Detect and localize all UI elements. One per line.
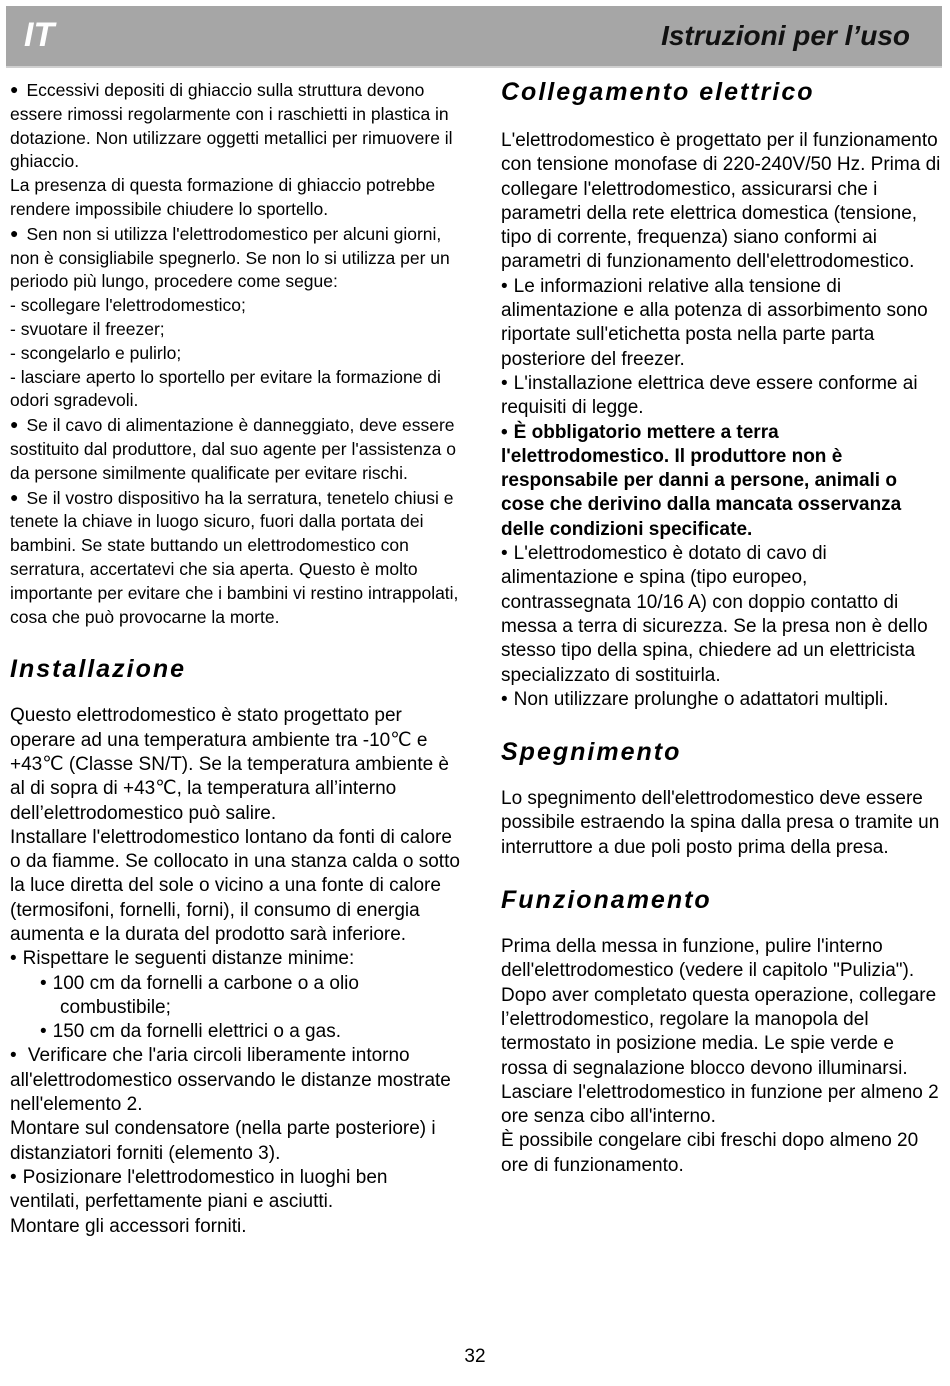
- spegnimento-heading: Spegnimento: [501, 738, 682, 767]
- distances-bullet: • Rispettare le seguenti distanze minime:: [10, 947, 460, 971]
- language-code: IT: [24, 16, 55, 54]
- left-column: [10, 78, 460, 1239]
- no-extension-bullet: • Non utilizzare prolunghe o adattatori multipli.: [501, 688, 941, 712]
- installazione-heat-sources-paragraph: Installare l'elettrodomestico lontano da fonti di calore o da fiamme. Se collocato in una stanza calda o sotto la luce diretta del sole o vicino a una fonte di calore (termosifoni, fornelli, forni), il consumo di energia aumenta e la durata del prodotto sarà inferiore.: [10, 826, 460, 945]
- placement-bullet: • Posizionare l'elettrodomestico in luoghi ben ventilati, perfettamente piani e asciutti.: [10, 1166, 460, 1215]
- voltage-paragraph: L'elettrodomestico è progettato per il funzionamento con tensione monofase di 220-240V/50 Hz. Prima di collegare l'elettrodomestico, assicurarsi che i parametri della rete elettrica domestica (tensione, tipo di corrente, frequenza) siano conformi ai parametri di funzionamento dell'elettrodomestico.: [501, 130, 941, 273]
- distance-item: • 100 cm da fornelli a carbone o a olio combustibile;: [10, 972, 460, 1021]
- collegamento-heading: Collegamento elettrico: [501, 78, 815, 106]
- non-use-step: - scollegare l'elettrodomestico;: [10, 295, 246, 316]
- non-use-step: - svuotare il freezer;: [10, 318, 165, 339]
- right-column: [501, 78, 941, 1178]
- rating-label-bullet: • Le informazioni relative alla tensione di alimentazione e alla potenza di assorbimento sono riportate sull'etichetta posta nella parte parta posteriore del freezer.: [501, 275, 941, 372]
- installazione-heading: Installazione: [10, 655, 187, 684]
- non-use-step: - lasciare aperto lo sportello per evitare la formazione di odori sgradevoli.: [10, 366, 441, 411]
- page-header: [6, 6, 942, 68]
- air-circulation-bullet: • Verificare che l'aria circoli liberamente intorno all'elettrodomestico osservando le distanze mostrate nell'elemento 2.: [10, 1044, 460, 1117]
- installazione-temperature-paragraph: Questo elettrodomestico è stato progettato per operare ad una temperatura ambiente tra -10℃ e +43℃ (Classe SN/T). Se la temperatura ambiente è al di sopra di +43℃, la temperatura all’interno dell’elettrodomestico può salire.: [10, 705, 450, 824]
- ice-removal-paragraph: ● Eccessivi depositi di ghiaccio sulla struttura devono essere rimossi regolarmente con i raschietti in plastica in dotazione. Non utilizzare oggetti metallici per rimuovere il ghiaccio.: [10, 78, 460, 174]
- lock-warning-paragraph: ● Se il vostro dispositivo ha la serratura, tenetelo chiusi e tenete la chiave in luogo sicuro, fuori dalla portata dei bambini. Se state buttando un elettrodomestico con serratura, accertatevi che sia aperta. Questo è molto importante per evitare che i bambini vi restino intrappolati, cosa che può provocarne la morte.: [10, 486, 460, 630]
- ice-formation-paragraph: La presenza di questa formazione di ghiaccio potrebbe rendere impossibile chiudere lo sportello.: [10, 175, 436, 219]
- startup-paragraph: Dopo aver completato questa operazione, collegare l’elettrodomestico, regolare la manopola del termostato in posizione media. Le spie verde e rossa di segnalazione blocco devono illuminarsi. Lasciare l'elettrodomestico in funzione per almeno 2 ore senza cibo all'interno.: [501, 984, 939, 1128]
- header-title: Istruzioni per l’uso: [661, 20, 910, 51]
- spacers-paragraph: Montare sul condensatore (nella parte posteriore) i distanziatori forniti (elemento 3).: [10, 1118, 436, 1164]
- freezing-paragraph: È possibile congelare cibi freschi dopo almeno 20 ore di funzionamento.: [501, 1130, 919, 1176]
- non-use-step: - scongelarlo e pulirlo;: [10, 342, 182, 363]
- spegnimento-paragraph: Lo spegnimento dell'elettrodomestico deve essere possibile estraendo la spina dalla presa o tramite un interruttore a due poli posto prima della presa.: [501, 788, 940, 858]
- non-use-paragraph: ● Sen non si utilizza l'elettrodomestico per alcuni giorni, non è consigliabile spegnerlo. Se non lo si utilizza per un periodo più lungo, procedere come segue:: [10, 222, 460, 294]
- accessories-paragraph: Montare gli accessori forniti.: [10, 1215, 247, 1237]
- grounding-warning-bullet: • È obbligatorio mettere a terra l'elettrodomestico. Il produttore non è responsabile per danni a persone, animali o cose che derivino dalla mancata osservanza delle condizioni specificate.: [501, 421, 941, 542]
- page-number: 32: [464, 1346, 486, 1367]
- legal-requirements-bullet: • L'installazione elettrica deve essere conforme ai requisiti di legge.: [501, 372, 941, 421]
- distance-item: • 150 cm da fornelli elettrici o a gas.: [10, 1020, 460, 1044]
- cleaning-paragraph: Prima della messa in funzione, pulire l'interno dell'elettrodomestico (vedere il capitolo "Pulizia").: [501, 936, 915, 982]
- plug-bullet: • L'elettrodomestico è dotato di cavo di alimentazione e spina (tipo europeo, contrassegnata 10/16 A) con doppio contatto di messa a terra di sicurezza. Se la presa non è dello stesso tipo della spina, chiedere ad un elettricista specializzato di sostituirla.: [501, 542, 941, 688]
- funzionamento-heading: Funzionamento: [501, 886, 712, 915]
- power-cable-paragraph: ● Se il cavo di alimentazione è danneggiato, deve essere sostituito dal produttore, dal suo agente per l'assistenza o da persone similmente qualificate per evitare rischi.: [10, 413, 460, 485]
